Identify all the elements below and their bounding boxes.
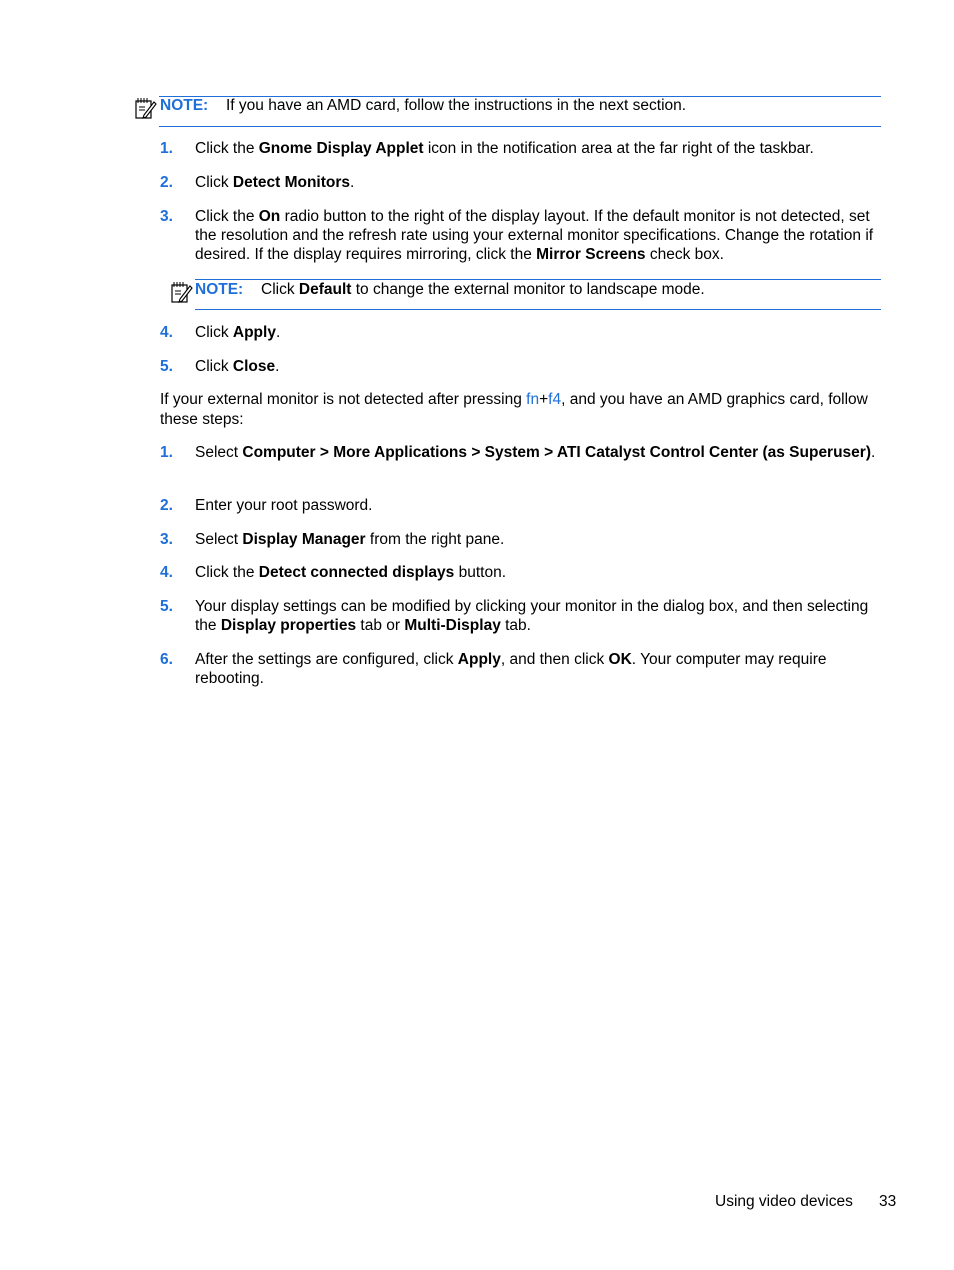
step-text: Select Display Manager from the right pane. <box>195 531 505 548</box>
step-number: 1. <box>160 140 173 157</box>
note-box <box>195 279 881 310</box>
step-number: 3. <box>160 208 173 225</box>
list-item <box>160 650 880 690</box>
footer-section-title: Using video devices <box>715 1193 853 1210</box>
list-item <box>160 173 880 193</box>
step-number: 2. <box>160 174 173 191</box>
step-number: 4. <box>160 324 173 341</box>
list-item <box>160 207 880 267</box>
note-text: Click Default to change the external monitor to landscape mode. <box>261 281 705 298</box>
key-fn: fn <box>526 391 540 408</box>
step-text: After the settings are configured, click Apply, and then click OK. Your computer may require rebooting. <box>195 651 827 687</box>
step-number: 5. <box>160 598 173 615</box>
list-item <box>160 496 880 516</box>
list-item <box>160 357 880 377</box>
step-text: Click the On radio button to the right of the display layout. If the default monitor is not detected, set the resolution and the refresh rate using your external monitor specifications. Change the rotation if desired. If the display requires mirroring, click the Mirror Screens check box. <box>195 208 874 263</box>
list-item <box>160 443 880 483</box>
note-pencil-icon <box>135 96 157 120</box>
step-number: 3. <box>160 531 173 548</box>
list-item <box>160 563 880 583</box>
step-number: 5. <box>160 358 173 375</box>
step-number: 6. <box>160 651 173 668</box>
step-text: Your display settings can be modified by clicking your monitor in the dialog box, and then selecting the Display properties tab or Multi-Display tab. <box>195 598 869 634</box>
step-number: 1. <box>160 444 173 461</box>
step-text: Click Detect Monitors. <box>195 174 355 191</box>
note-box <box>159 96 881 127</box>
list-item <box>160 323 880 343</box>
page-number: 33 <box>879 1193 897 1210</box>
key-f4: f4 <box>548 391 562 408</box>
step-text: Click the Detect connected displays button. <box>195 564 507 581</box>
step-text: Enter your root password. <box>195 497 373 514</box>
body-paragraph: If your external monitor is not detected after pressing fn+f4, and you have an AMD graphics card, follow these steps: <box>160 391 868 428</box>
note-label: NOTE: <box>195 281 244 298</box>
step-text: Click Apply. <box>195 324 281 341</box>
note-text: If you have an AMD card, follow the instructions in the next section. <box>226 97 687 114</box>
list-item <box>160 139 880 159</box>
note-pencil-icon <box>171 280 193 304</box>
note-label: NOTE: <box>160 97 209 114</box>
step-text: Click Close. <box>195 358 280 375</box>
list-item <box>160 530 880 550</box>
list-item <box>160 597 880 637</box>
step-text: Select Computer > More Applications > System > ATI Catalyst Control Center (as Superuser). <box>195 444 876 461</box>
step-text: Click the Gnome Display Applet icon in the notification area at the far right of the taskbar. <box>195 140 814 157</box>
step-number: 4. <box>160 564 173 581</box>
step-number: 2. <box>160 497 173 514</box>
